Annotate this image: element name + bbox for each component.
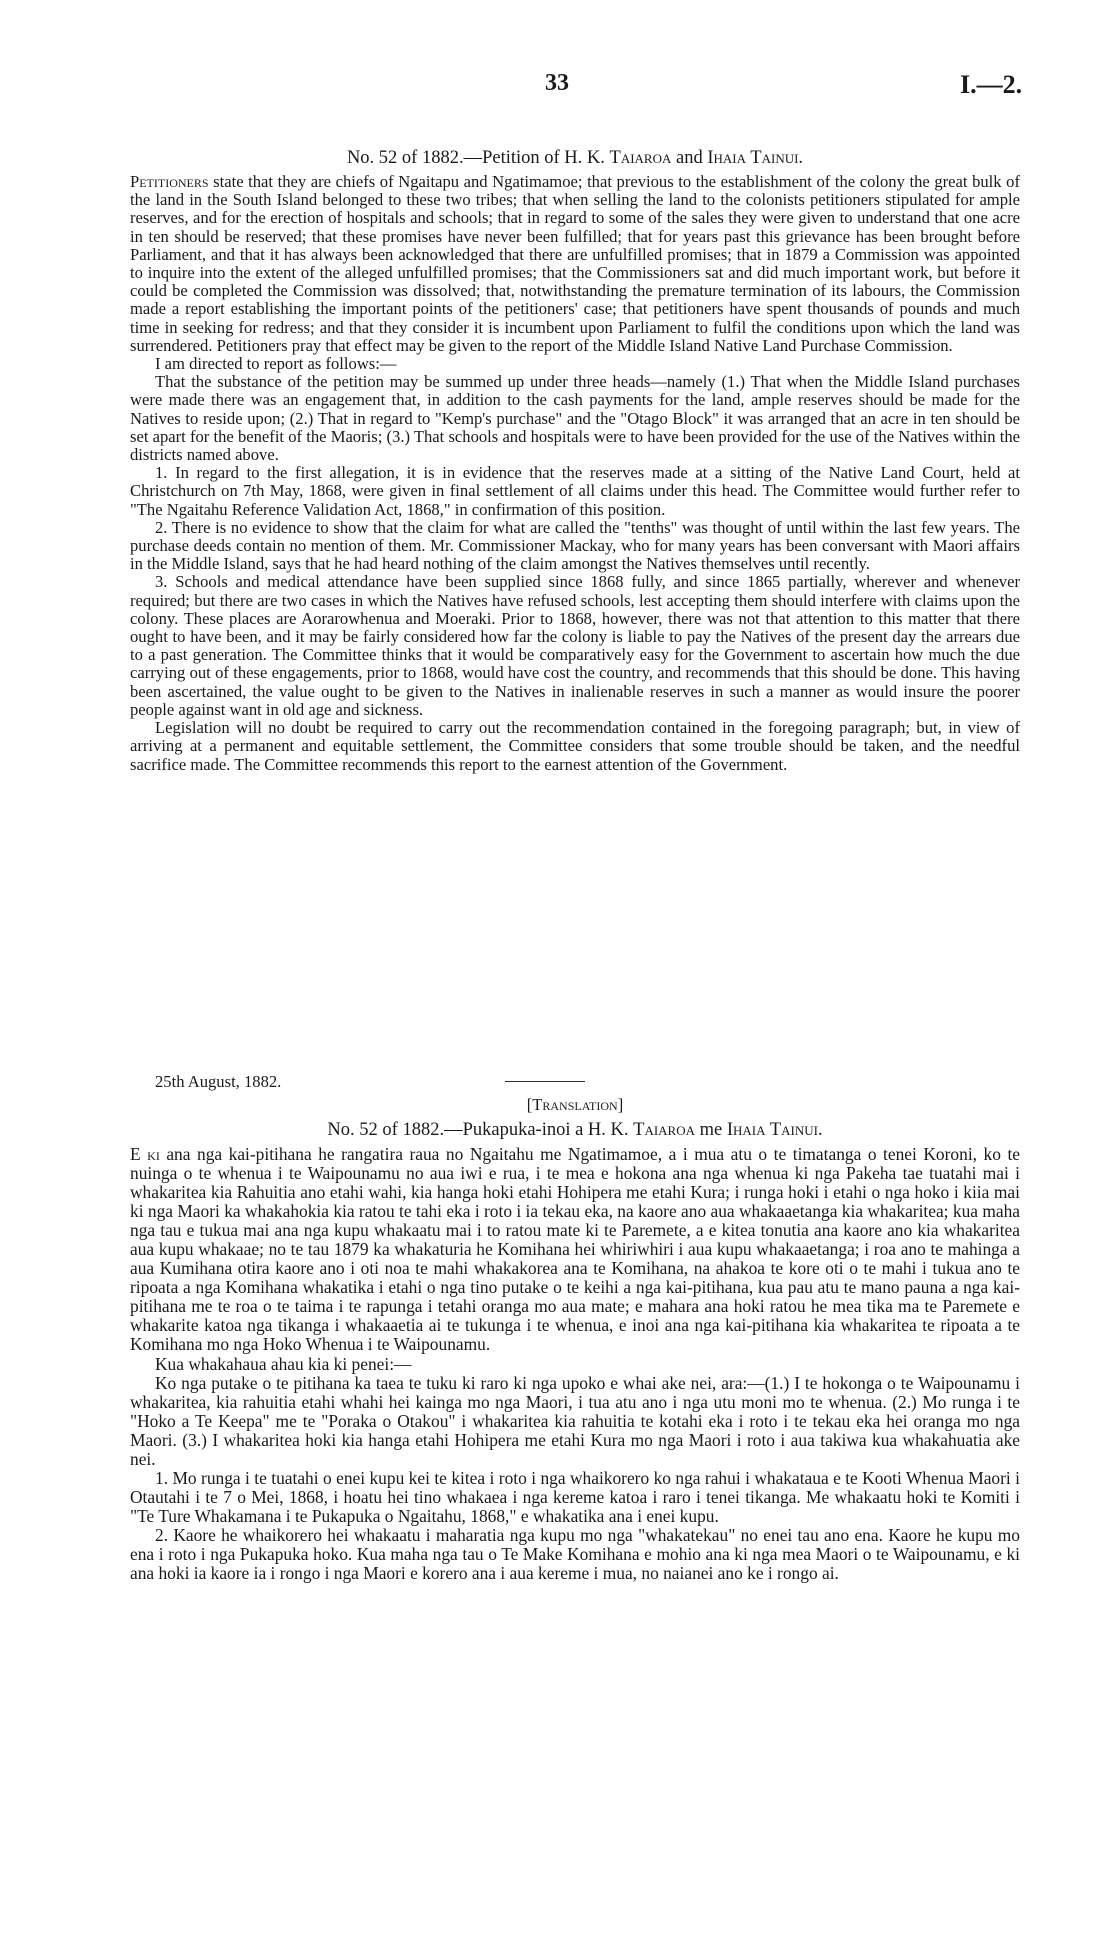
petition-paragraph: I am directed to report as follows:— (155, 354, 397, 374)
page-number: 33 (545, 70, 569, 96)
translation-paragraph: Kua whakahaua ahau kia ki penei:— (155, 1353, 412, 1374)
petition-paragraph: Legislation will no doubt be required to carry out the recommendation contained in the foregoing paragraph; but, in view of arriving at a permanent and equitable settlement, the Committee considers that some trouble should be taken, and the needful sacrifice made. The Committee recommends this report to the earnest attention of the Government. (130, 718, 1020, 774)
translation-paragraph: Ko nga putake o te pitihana ka taea te tuku ki raro ki nga upoko e whai ake nei, ara:—(1.) I te hokonga o te Waipounamu i whakaritea, kia rahuitia etahi whahi hei kainga mo nga Maori, i tua atu ano i nga utu moni mo te whenua. (2.) Mo runga i te "Hoko a Te Keepa" me te "Poraka o Otakou" i whakaritea kia rahuitia te kotahi eka i roto i te tekau eka hei oranga mo nga Maori. (3.) I whakaritea hoki kia hanga etahi Hohipera me etahi Kura mo nga Maori i roto i aua takiwa kua whakahuatia ake nei. (130, 1372, 1020, 1469)
translation-heading: No. 52 of 1882.—Pukapuka-inoi a H. K. Taiaroa me Ihaia Tainui. (327, 1120, 823, 1140)
section-divider (505, 1081, 585, 1082)
report-date: 25th August, 1882. (155, 1072, 282, 1091)
translation-paragraph: E ki ana nga kai-pitihana he rangatira raua no Ngaitahu me Ngatimamoe, a i mua atu o te timatanga o tenei Koroni, ko te nuinga o te whenua i te Waipounamu no aua iwi e rua, i te mea e hokona ana nga whenua ki nga Pakeha tae tuatahi mai i whakaritea kia Rahuitia ano etahi wahi, kia hanga hoki etahi Hohipera me etahi Kura; i runga hoki i etahi o nga hoko i kiia mai ki nga Maori ka whakahokia kia ratou te tahi eka i roto i ia tekau eka, na kaore ano aua whakaaetanga kia whakaritea; kua maha nga tau e tukua mai ana nga kupu whakaatu mai i to ratou mate ki te Paremete, a e kitea tonutia ana kaore ano kia whakaritea aua kupu whakaae; no te tau 1879 ka whakaturia he Komihana hei whiriwhiri i aua kupu whakaaetanga; i roa ano te mahinga a aua Kumihana otira kaore ano i oti noa te mahi whakakorea ana te Komihana, na ahakoa te kore oti o te mahi i tukua ano te ripoata a nga Komihana whakatika i etahi o nga tino putake o te keihi a nga kai-pitihana, kua pau atu te mano pauna a nga kai-pitihana me te roa o te taima i te rapunga i tetahi oranga mo aua mate; e mahara ana hoki ratou he mea tika ma te Paremete e whakarite katoa nga tikanga i whakaaetia ai te tukunga i te whenua, e inoi ana nga kai-pitihana kia whakaritea te ripoata a te Komihana mo nga Hoko Whenua i te Waipounamu. (130, 1144, 1020, 1355)
page-reference: I.—2. (960, 70, 1023, 99)
petition-body (130, 173, 1020, 774)
translation-body (130, 1145, 1020, 1583)
petition-paragraph: Petitioners state that they are chiefs of Ngaitapu and Ngatimamoe; that previous to the establishment of the colony the great bulk of the land in the South Island belonged to these two tribes; that when selling the land to the colonists petitioners stipulated for ample reserves, and for the erection of hospitals and schools; that in regard to some of the sales they were given to understand that one acre in ten should be reserved; that these promises have never been fulfilled; that for years past this grievance has been brought before Parliament, and that it has always been acknowledged that there are unfulfilled promises; that in 1879 a Commission was appointed to inquire into the extent of the alleged unfulfilled promises; that the Commissioners sat and did much important work, but before it could be completed the Commission was dissolved; that, notwithstanding the premature termination of its labours, the Commission made a report establishing the important points of the petitioners' case; that petitioners have spent thousands of pounds and much time in seeking for redress; and that they consider it is incumbent upon Parliament to fulfil the conditions upon which the land was surrendered. Petitioners pray that effect may be given to the report of the Middle Island Native Land Purchase Commission. (130, 172, 1020, 355)
petition-paragraph: 2. There is no evidence to show that the claim for what are called the "tenths" was thought of until within the last few years. The purchase deeds contain no mention of them. Mr. Commissioner Mackay, who for many years has been conversant with Maori affairs in the Middle Island, says that he had heard nothing of the claim amongst the Natives themselves until recently. (130, 517, 1020, 574)
petition-paragraph: 1. In regard to the first allegation, it is in evidence that the reserves made at a sitting of the Native Land Court, held at Christchurch on 7th May, 1868, were given in final settlement of all claims under this head. The Committee would further refer to "The Ngaitahu Reference Validation Act, 1868," in confirmation of this position. (130, 463, 1020, 519)
petition-paragraph: That the substance of the petition may be summed up under three heads—namely (1.) That when the Middle Island purchases were made there was an engagement that, in addition to the cash payments for the land, ample reserves should be made for the Natives to reside upon; (2.) That in regard to "Kemp's purchase" and the "Otago Block" it was arranged that an acre in ten should be set apart for the benefit of the Maoris; (3.) That schools and hospitals were to have been provided for the use of the Natives within the districts named above. (130, 372, 1020, 465)
petition-heading: No. 52 of 1882.—Petition of H. K. Taiaroa and Ihaia Tainui. (346, 148, 804, 168)
translation-paragraph: 2. Kaore he whaikorero hei whakaatu i maharatia nga kupu mo nga "whakatekau" no enei tau ano ena. Kaore he kupu mo ena i roto i nga Pukapuka hoko. Kua maha nga tau o Te Make Komihana e mohio ana ki nga mea Maori o te Waipounamu, e ki ana hoki ia kaore ia i rongo i nga Maori e korero ana i aua kereme i mua, no naianei ano ke i rongo ai. (130, 1524, 1020, 1584)
translation-label: [Translation] (526, 1095, 624, 1114)
petition-paragraph: 3. Schools and medical attendance have been supplied since 1868 fully, and since 1865 partially, wherever and whenever required; but there are two cases in which the Natives have refused schools, lest accepting them should interfere with claims upon the colony. These places are Aorarowhenua and Moeraki. Prior to 1868, however, there was not that attention to this matter that there ought to have been, and it may be fairly considered how far the colony is liable to pay the Natives of the present day the arrears due to a past generation. The Committee thinks that it would be comparatively easy for the Government to ascertain how much the due carrying out of these engagements, prior to 1868, would have cost the country, and recommends that this should be done. This having been ascertained, the value ought to be given to the Natives in inalienable reserves in such a manner as would insure the poorer people against want in old age and sickness. (130, 572, 1020, 719)
translation-paragraph: 1. Mo runga i te tuatahi o enei kupu kei te kitea i roto i nga whaikorero ko nga rahui i whakataua e te Kooti Whenua Maori i Otautahi i te 7 o Mei, 1868, i hoatu hei tino whakaea i nga kereme katoa i raro i tenei tikanga. Me whakaatu hoki te Komiti i "Te Ture Whakamana i te Pukapuka o Ngaitahu, 1868," e whakatika ana i enei kupu. (130, 1467, 1020, 1526)
